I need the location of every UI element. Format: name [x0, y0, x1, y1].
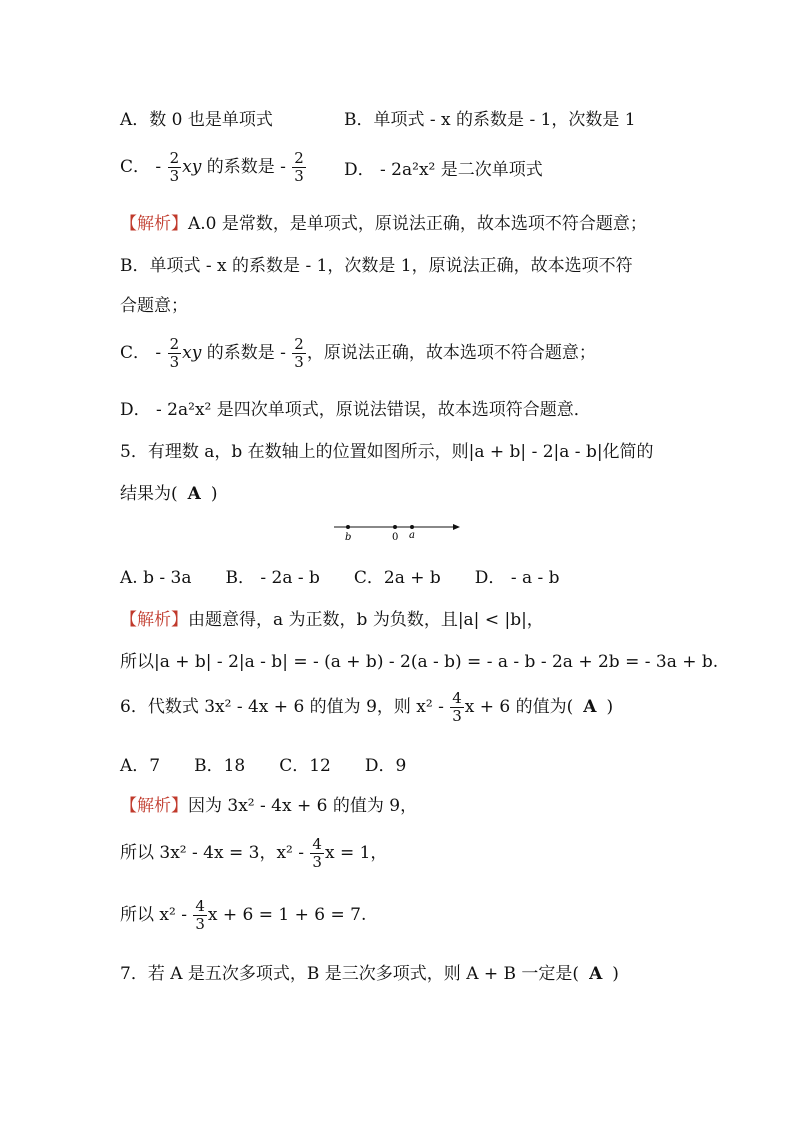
- solution-label: 【解析】: [120, 796, 188, 816]
- number-line-figure: [330, 518, 470, 544]
- label-zero: 0: [392, 532, 399, 543]
- q7-stem: 7．若 A 是五次多项式，B 是三次多项式，则 A + B 一定是( A ): [120, 964, 619, 984]
- q7-answer: A: [589, 964, 603, 984]
- q4-solution-c-fraction: $\frac{2}{3}$: [169, 335, 180, 371]
- q6-answer: A: [583, 697, 597, 717]
- q4-option-c-fraction: $\frac{2}{3}$: [169, 149, 180, 185]
- q4-option-c-fraction-2: $\frac{2}{3}$: [294, 149, 304, 185]
- q6-solution-3: 所以 x² - $\frac{4}{3}$ x + 6 = 1 + 6 = 7.: [120, 897, 367, 933]
- label-b: b: [345, 532, 352, 543]
- q6-solution-1: 【解析】因为 3x² - 4x + 6 的值为 9，: [120, 796, 418, 816]
- q6-solution-2: 所以 3x² - 4x = 3，x² - $\frac{4}{3}$ x = 1，: [120, 835, 388, 871]
- label-a: a: [409, 530, 415, 541]
- q5-stem-2: 结果为( A ): [120, 484, 218, 504]
- q4-solution-c: C． - $\frac{2}{3}$ xy 的系数是 - $\frac{2}{3}$ ，原说法正确，故本选项不符合题意；: [120, 335, 596, 371]
- q6-stem-fraction: $\frac{4}{3}$: [452, 689, 462, 725]
- q4-option-a: A．数 0 也是单项式: [120, 110, 273, 130]
- point-origin: [393, 525, 397, 529]
- q4-option-c-label: C．: [120, 157, 151, 177]
- q5-options: A. b - 3a B． - 2a - b C．2a + b D． - a - b: [120, 568, 560, 588]
- q4-option-row-2: C． - $\frac{2}{3}$ xy 的系数是 - $\frac{2}{3}$ D． - 2a²x² 是二次单项式: [120, 149, 543, 185]
- q4-solution-c-fraction-2: $\frac{2}{3}$: [294, 335, 304, 371]
- q6-stem: 6．代数式 3x² - 4x + 6 的值为 9，则 x² - $\frac{4}{3}$ x + 6 的值为( A ): [120, 689, 614, 725]
- q5-solution-1: 【解析】由题意得，a 为正数，b 为负数，且|a| < |b|，: [120, 610, 544, 630]
- q4-solution-d: D． - 2a²x² 是四次单项式，原说法错误，故本选项符合题意．: [120, 400, 591, 420]
- q4-solution-b1: B．单项式 - x 的系数是 - 1，次数是 1，原说法正确，故本选项不符: [120, 256, 633, 276]
- q4-option-d: D． - 2a²x² 是二次单项式: [344, 160, 543, 180]
- q4-solution-a: 【解析】A.0 是常数，是单项式，原说法正确，故本选项不符合题意；: [120, 214, 647, 234]
- q4-solution-b2: 合题意；: [120, 296, 188, 316]
- point-b: [346, 525, 350, 529]
- number-line-arrow: [453, 524, 460, 530]
- q5-solution-2: 所以|a + b| - 2|a - b| = - (a + b) - 2(a - b) = - a - b - 2a + 2b = - 3a + b.: [120, 652, 719, 672]
- solution-label: 【解析】: [120, 610, 188, 630]
- point-a: [410, 525, 414, 529]
- q4-option-b: B．单项式 - x 的系数是 - 1，次数是 1: [344, 110, 636, 130]
- q6-options: A．7 B．18 C．12 D．9: [120, 756, 407, 776]
- q6-solution-2-fraction: $\frac{4}{3}$: [312, 835, 322, 871]
- q5-stem-1: 5．有理数 a，b 在数轴上的位置如图所示，则|a + b| - 2|a - b|化简的: [120, 442, 654, 462]
- q5-answer: A: [187, 484, 201, 504]
- solution-label: 【解析】: [120, 214, 188, 234]
- q6-solution-3-fraction: $\frac{4}{3}$: [195, 897, 205, 933]
